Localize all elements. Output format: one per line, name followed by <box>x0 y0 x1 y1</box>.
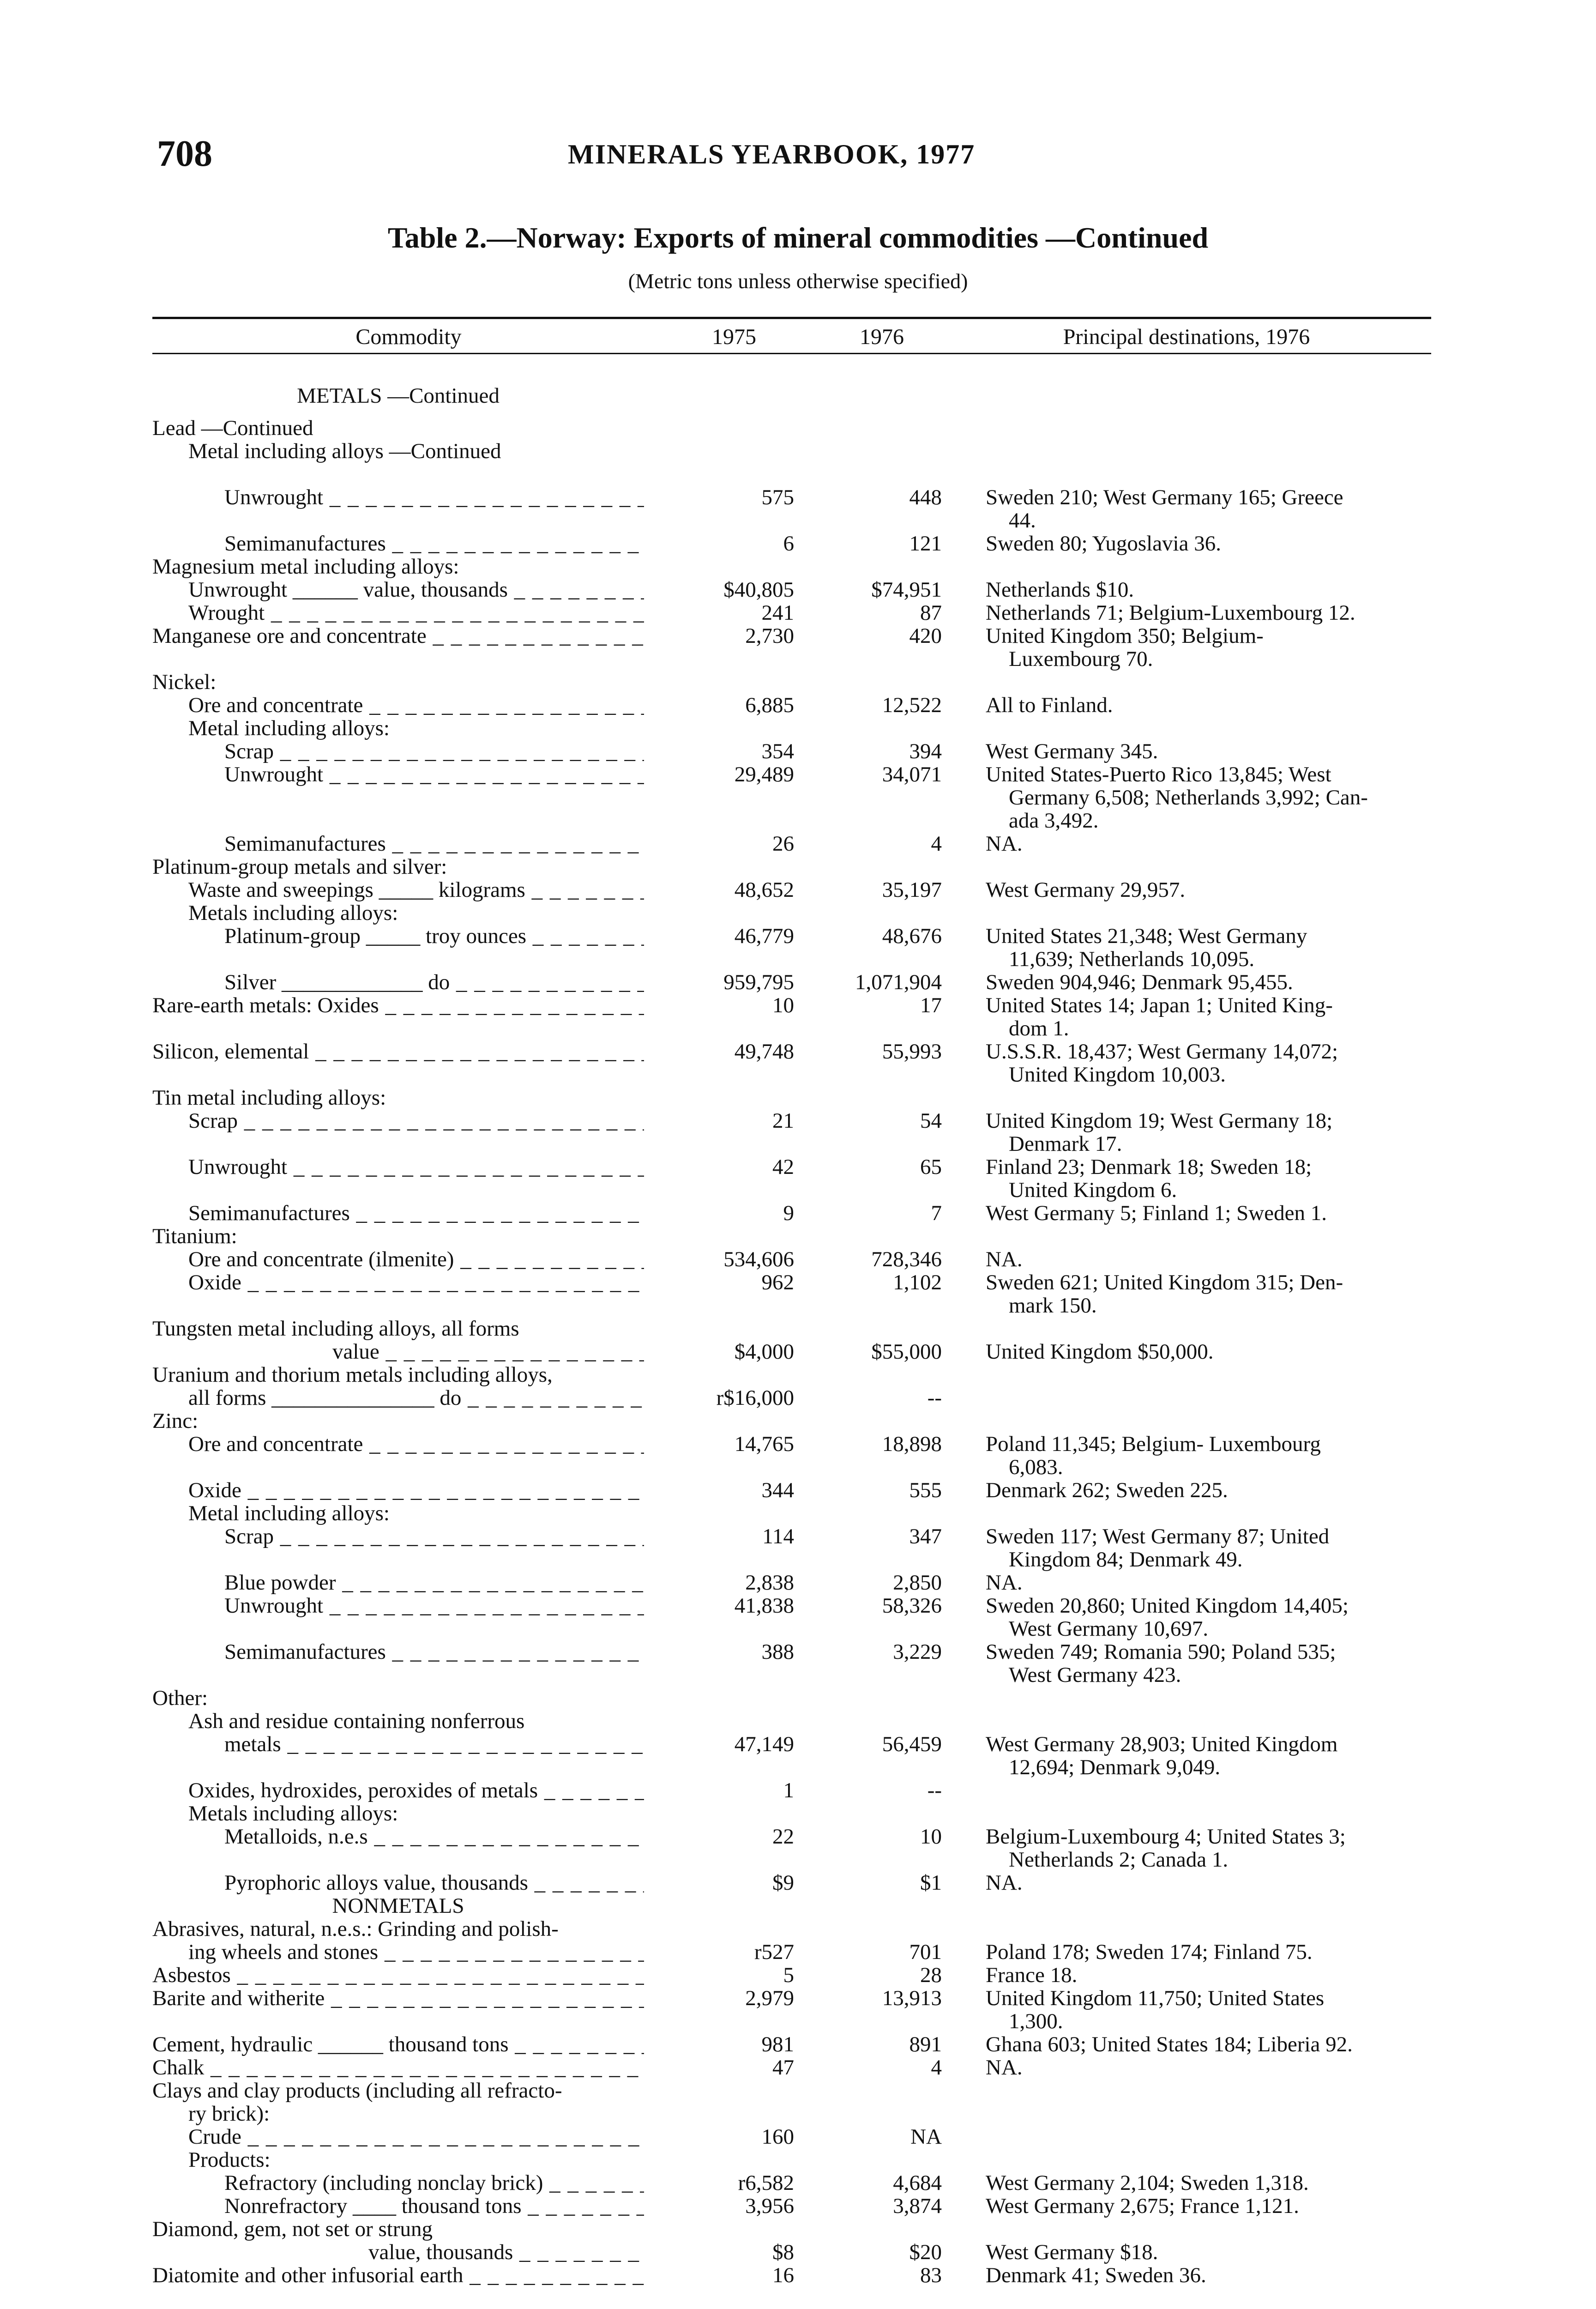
commodity-label: Ash and residue containing nonferrous <box>188 1710 525 1733</box>
commodity-label: Unwrought _ _ _ <box>224 763 644 786</box>
value-1976: 55,993 <box>882 1040 942 1064</box>
commodity-label: Metals including alloys: <box>188 1802 398 1825</box>
destination-text: Sweden 749; Romania 590; Poland 535; <box>986 1640 1336 1664</box>
destination-text: United Kingdom 11,750; United States <box>986 1986 1325 2010</box>
value-1976: -- <box>927 1778 942 1802</box>
destination-text: NA. <box>986 1871 1023 1895</box>
commodity-label: Abrasives, natural, n.e.s.: Grinding and polish- <box>152 1917 559 1940</box>
value-1976: 48,676 <box>882 924 942 948</box>
commodity-label: Diamond, gem, not set or strung <box>152 2218 433 2241</box>
commodity-label: Platinum-group _____ troy ounces _ _ _ <box>224 925 644 948</box>
value-1975: 2,838 <box>745 1571 794 1595</box>
commodity-label: Unwrought _ _ _ <box>188 1155 644 1179</box>
commodity-label: Tin metal including alloys: <box>152 1086 386 1109</box>
value-1976: 2,850 <box>893 1571 942 1595</box>
value-1975: r6,582 <box>738 2171 794 2195</box>
value-1975: 6 <box>783 532 794 556</box>
destination-continuation: West Germany 10,697. <box>1009 1617 1209 1641</box>
destination-text: All to Finland. <box>986 693 1113 717</box>
commodity-label: Metal including alloys: <box>188 1502 390 1525</box>
value-1976: 4 <box>931 832 942 856</box>
destination-text: Sweden 904,946; Denmark 95,455. <box>986 970 1293 994</box>
value-1976: NA <box>910 2125 942 2149</box>
value-1975: 21 <box>772 1109 794 1133</box>
page-number: 708 <box>157 133 212 174</box>
value-1976: 10 <box>920 1825 942 1849</box>
commodity-label: Metals including alloys: <box>188 901 398 925</box>
header-commodity: Commodity <box>355 325 462 349</box>
commodity-label: Uranium and thorium metals including alloys, <box>152 1363 553 1386</box>
table-title: Table 2.—Norway: Exports of mineral commodities —Continued <box>387 221 1209 254</box>
value-1976: $20 <box>909 2240 942 2264</box>
commodity-label: Silicon, elemental _ _ _ <box>152 1040 644 1063</box>
value-1975: 22 <box>772 1825 794 1849</box>
value-1975: 2,730 <box>745 624 794 648</box>
commodity-label: Barite and witherite _ _ _ <box>152 1987 644 2010</box>
destination-text: Netherlands $10. <box>986 578 1134 602</box>
destination-text: United Kingdom 350; Belgium- <box>986 624 1264 648</box>
commodity-label: Rare-earth metals: Oxides _ _ _ <box>152 994 644 1017</box>
destination-text: Netherlands 71; Belgium-Luxembourg 12. <box>986 601 1355 625</box>
value-1975: 16 <box>772 2263 794 2287</box>
value-1975: 48,652 <box>734 878 794 902</box>
value-1975: 10 <box>772 993 794 1017</box>
commodity-label: Magnesium metal including alloys: <box>152 555 459 578</box>
destination-continuation: West Germany 423. <box>1009 1663 1181 1687</box>
value-1975: 26 <box>772 832 794 856</box>
commodity-label: Scrap _ _ _ <box>188 1109 644 1132</box>
commodity-label: Zinc: <box>152 1409 199 1433</box>
destination-continuation: Kingdom 84; Denmark 49. <box>1009 1547 1243 1572</box>
commodity-label: Semimanufactures _ _ _ <box>224 832 644 855</box>
destination-continuation: 6,083. <box>1009 1455 1063 1479</box>
commodity-label: Scrap _ _ _ <box>224 1525 644 1548</box>
commodity-label: Crude _ _ _ <box>188 2125 644 2148</box>
value-1975: 534,606 <box>723 1247 794 1271</box>
destination-text: West Germany 345. <box>986 739 1158 763</box>
destination-text: United Kingdom 19; West Germany 18; <box>986 1109 1333 1133</box>
value-1976: 4 <box>931 2055 942 2079</box>
value-1975: 47 <box>772 2055 794 2079</box>
value-1976: 12,522 <box>882 693 942 717</box>
commodity-label: ry brick): <box>188 2102 270 2125</box>
value-1975: 14,765 <box>734 1432 794 1456</box>
commodity-label: Ore and concentrate _ _ _ <box>188 694 644 717</box>
commodity-label: Oxide _ _ _ <box>188 1271 644 1294</box>
commodity-label: ing wheels and stones _ _ _ <box>188 1940 644 1964</box>
commodity-label: Blue powder _ _ _ <box>224 1571 644 1594</box>
value-1975: $4,000 <box>734 1340 794 1364</box>
commodity-label: Chalk _ _ _ <box>152 2056 644 2079</box>
value-1975: 46,779 <box>734 924 794 948</box>
destination-text: West Germany 28,903; United Kingdom <box>986 1732 1338 1756</box>
destination-text: Denmark 41; Sweden 36. <box>986 2263 1206 2287</box>
commodity-label: Ore and concentrate (ilmenite) _ _ _ <box>188 1248 644 1271</box>
value-1976: 1,071,904 <box>855 970 942 994</box>
value-1976: 4,684 <box>893 2171 942 2195</box>
value-1975: 160 <box>761 2125 794 2149</box>
value-1976: 56,459 <box>882 1732 942 1756</box>
destination-text: Finland 23; Denmark 18; Sweden 18; <box>986 1155 1312 1179</box>
value-1975: 114 <box>762 1524 794 1548</box>
commodity-label: Nonrefractory ____ thousand tons _ _ _ <box>224 2194 644 2218</box>
running-head: MINERALS YEARBOOK, 1977 <box>568 139 976 169</box>
destination-text: West Germany 29,957. <box>986 878 1186 902</box>
commodity-label: Manganese ore and concentrate _ _ _ <box>152 624 644 647</box>
destination-continuation: dom 1. <box>1009 1016 1069 1040</box>
value-1976: 34,071 <box>882 762 942 786</box>
header-1975: 1975 <box>712 325 756 349</box>
value-1976: 35,197 <box>882 878 942 902</box>
value-1975: $9 <box>772 1871 794 1895</box>
commodity-label: Pyrophoric alloys value, thousands _ _ _ <box>224 1871 644 1894</box>
commodity-label: Nickel: <box>152 671 217 694</box>
destination-continuation: mark 150. <box>1009 1294 1097 1318</box>
destination-text: United Kingdom $50,000. <box>986 1340 1214 1364</box>
value-1976: 891 <box>909 2032 942 2056</box>
value-1976: 28 <box>920 1963 942 1987</box>
section-heading: METALS —Continued <box>297 384 500 407</box>
commodity-label: Oxides, hydroxides, peroxides of metals _ _ _ <box>188 1779 644 1802</box>
destination-text: Sweden 80; Yugoslavia 36. <box>986 532 1221 556</box>
commodity-label: Semimanufactures _ _ _ <box>188 1202 644 1225</box>
commodity-label: Unwrought _ _ _ <box>224 486 644 509</box>
value-1975: 9 <box>783 1201 794 1225</box>
value-1975: $8 <box>772 2240 794 2264</box>
destination-continuation: Luxembourg 70. <box>1009 647 1153 671</box>
commodity-label: Oxide _ _ _ <box>188 1479 644 1502</box>
value-1975: 241 <box>761 601 794 625</box>
destination-text: U.S.S.R. 18,437; West Germany 14,072; <box>986 1040 1338 1064</box>
destination-continuation: Germany 6,508; Netherlands 3,992; Can- <box>1009 786 1368 810</box>
value-1976: 7 <box>931 1201 942 1225</box>
destination-continuation: ada 3,492. <box>1009 809 1099 833</box>
value-1976: 394 <box>909 739 942 763</box>
value-1976: 87 <box>920 601 942 625</box>
table-top-rule <box>152 317 1431 319</box>
commodity-label: Asbestos _ _ _ <box>152 1964 644 1987</box>
commodity-label: value _ _ _ <box>332 1340 644 1363</box>
value-1976: $74,951 <box>871 578 942 602</box>
destination-continuation: Denmark 17. <box>1009 1132 1122 1156</box>
value-1976: 17 <box>920 993 942 1017</box>
commodity-label: Other: <box>152 1686 208 1710</box>
value-1976: 728,346 <box>871 1247 942 1271</box>
commodity-label: Waste and sweepings _____ kilograms _ _ _ <box>188 878 644 901</box>
destination-text: NA. <box>986 832 1023 856</box>
value-1976: 347 <box>909 1524 942 1548</box>
value-1976: 3,874 <box>893 2194 942 2218</box>
header-1976: 1976 <box>860 325 904 349</box>
value-1975: 1 <box>783 1778 794 1802</box>
commodity-label: Scrap _ _ _ <box>224 740 644 763</box>
commodity-label: Silver _____________ do _ _ _ <box>224 971 644 994</box>
destination-text: West Germany 2,104; Sweden 1,318. <box>986 2171 1309 2195</box>
value-1976: 83 <box>920 2263 942 2287</box>
table-subtitle: (Metric tons unless otherwise specified) <box>628 269 968 293</box>
commodity-label: Unwrought _ _ _ <box>224 1594 644 1617</box>
destination-text: Sweden 210; West Germany 165; Greece <box>986 485 1343 509</box>
value-1975: 41,838 <box>734 1594 794 1618</box>
value-1975: 29,489 <box>734 762 794 786</box>
commodity-label: Diatomite and other infusorial earth _ _ _ <box>152 2264 644 2287</box>
destination-continuation: United Kingdom 10,003. <box>1009 1063 1226 1087</box>
commodity-label: Metalloids, n.e.s _ _ _ <box>224 1825 644 1848</box>
value-1975: 575 <box>761 485 794 509</box>
value-1975: 981 <box>761 2032 794 2056</box>
value-1975: 2,979 <box>745 1986 794 2010</box>
value-1975: 354 <box>761 739 794 763</box>
commodity-label: Lead —Continued <box>152 417 313 440</box>
commodity-label: Unwrought ______ value, thousands _ _ _ <box>188 578 644 601</box>
value-1976: $1 <box>920 1871 942 1895</box>
value-1976: 13,913 <box>882 1986 942 2010</box>
value-1975: 962 <box>761 1270 794 1294</box>
value-1976: 1,102 <box>893 1270 942 1294</box>
commodity-label: Ore and concentrate _ _ _ <box>188 1433 644 1456</box>
destination-text: West Germany 2,675; France 1,121. <box>986 2194 1299 2218</box>
value-1975: 388 <box>761 1640 794 1664</box>
destination-text: Sweden 621; United Kingdom 315; Den- <box>986 1270 1343 1294</box>
commodity-label: Tungsten metal including alloys, all forms <box>152 1317 519 1340</box>
destination-text: France 18. <box>986 1963 1078 1987</box>
value-1976: 58,326 <box>882 1594 942 1618</box>
destination-text: United States 14; Japan 1; United King- <box>986 993 1333 1017</box>
destination-text: Ghana 603; United States 184; Liberia 92. <box>986 2032 1353 2056</box>
commodity-label: Metal including alloys: <box>188 717 390 740</box>
destination-text: United States 21,348; West Germany <box>986 924 1307 948</box>
commodity-label: Refractory (including nonclay brick) _ _ _ <box>224 2171 644 2194</box>
value-1976: 3,229 <box>893 1640 942 1664</box>
commodity-label: value, thousands _ _ _ <box>368 2241 644 2264</box>
value-1976: 54 <box>920 1109 942 1133</box>
value-1976: 555 <box>909 1478 942 1502</box>
commodity-label: all forms _______________ do _ _ _ <box>188 1386 644 1409</box>
value-1976: 121 <box>909 532 942 556</box>
destination-text: NA. <box>986 1247 1023 1271</box>
value-1975: 42 <box>772 1155 794 1179</box>
destination-text: NA. <box>986 2055 1023 2079</box>
destination-continuation: 12,694; Denmark 9,049. <box>1009 1755 1221 1779</box>
commodity-label: Semimanufactures _ _ _ <box>224 532 644 555</box>
commodity-label: Platinum-group metals and silver: <box>152 855 447 878</box>
destination-text: Poland 11,345; Belgium- Luxembourg <box>986 1432 1321 1456</box>
value-1976: -- <box>927 1386 942 1410</box>
commodity-label: Products: <box>188 2148 271 2171</box>
value-1975: 49,748 <box>734 1040 794 1064</box>
value-1976: $55,000 <box>871 1340 942 1364</box>
commodity-label: metals _ _ _ <box>224 1733 644 1756</box>
value-1975: 959,795 <box>723 970 794 994</box>
commodity-label: Semimanufactures _ _ _ <box>224 1640 644 1663</box>
value-1975: 5 <box>783 1963 794 1987</box>
section-heading: NONMETALS <box>332 1894 464 1917</box>
destination-text: Sweden 117; West Germany 87; United <box>986 1524 1330 1548</box>
value-1975: r$16,000 <box>716 1386 794 1410</box>
destination-continuation: Netherlands 2; Canada 1. <box>1009 1848 1229 1872</box>
destination-text: United States-Puerto Rico 13,845; West <box>986 762 1331 786</box>
commodity-label: Cement, hydraulic ______ thousand tons _ _ _ <box>152 2033 644 2056</box>
destination-continuation: 11,639; Netherlands 10,095. <box>1009 947 1255 971</box>
commodity-label: Clays and clay products (including all refracto- <box>152 2079 562 2102</box>
destination-text: Belgium-Luxembourg 4; United States 3; <box>986 1825 1346 1849</box>
value-1975: r527 <box>754 1940 794 1964</box>
commodity-label: Titanium: <box>152 1225 237 1248</box>
value-1975: 344 <box>761 1478 794 1502</box>
value-1975: 6,885 <box>745 693 794 717</box>
commodity-label: Wrought _ _ _ <box>188 601 644 624</box>
commodity-label: Metal including alloys —Continued <box>188 440 501 463</box>
destination-text: West Germany $18. <box>986 2240 1158 2264</box>
value-1975: $40,805 <box>723 578 794 602</box>
destination-text: West Germany 5; Finland 1; Sweden 1. <box>986 1201 1327 1225</box>
value-1976: 701 <box>909 1940 942 1964</box>
destination-text: NA. <box>986 1571 1023 1595</box>
destination-text: Sweden 20,860; United Kingdom 14,405; <box>986 1594 1349 1618</box>
value-1975: 47,149 <box>734 1732 794 1756</box>
value-1975: 3,956 <box>745 2194 794 2218</box>
destination-text: Denmark 262; Sweden 225. <box>986 1478 1228 1502</box>
value-1976: 420 <box>909 624 942 648</box>
value-1976: 65 <box>920 1155 942 1179</box>
table-header-rule <box>152 353 1431 354</box>
destination-continuation: 1,300. <box>1009 2009 1063 2033</box>
destination-text: Poland 178; Sweden 174; Finland 75. <box>986 1940 1313 1964</box>
destination-continuation: United Kingdom 6. <box>1009 1178 1177 1202</box>
destination-continuation: 44. <box>1009 508 1036 532</box>
value-1976: 18,898 <box>882 1432 942 1456</box>
value-1976: 448 <box>909 485 942 509</box>
header-destinations: Principal destinations, 1976 <box>1063 325 1310 349</box>
